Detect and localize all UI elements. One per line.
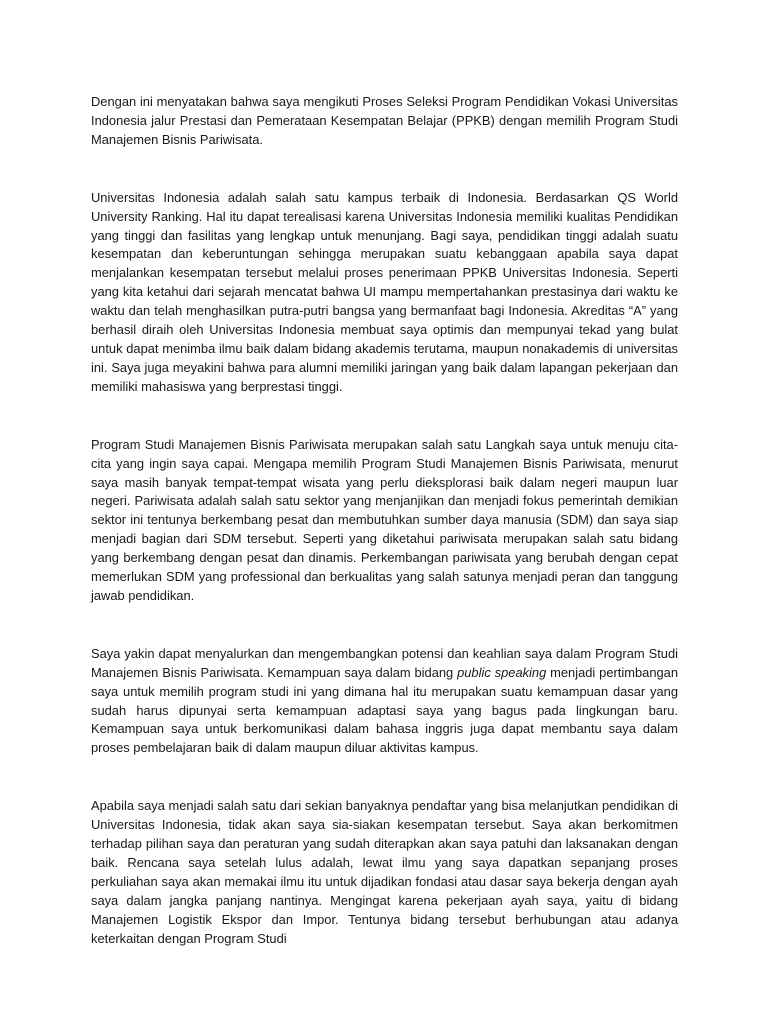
paragraph-komitmen: Apabila saya menjadi salah satu dari sekian banyaknya pendaftar yang bisa melanjutkan pendidikan di Universitas Indonesia, tidak akan saya sia-siakan kesempatan tersebut. Saya akan berkomitmen terhadap pilihan saya dan peraturan yang sudah diterapkan akan saya patuhi dan laksanakan dengan baik. Rencana saya setelah lulus adalah, lewat ilmu yang saya dapatkan sepanjang proses perkuliahan saya akan memakai ilmu itu untuk dijadikan fondasi atau dasar saya bekerja dengan ayah saya dalam jangka panjang nantinya. Mengingat karena pekerjaan ayah saya, yaitu di bidang Manajemen Logistik Ekspor dan Impor. Tentunya bidang tersebut berhubungan atau adanya keterkaitan dengan Program Studi bbox=[91, 798, 678, 946]
paragraph-gap bbox=[91, 150, 678, 189]
paragraph-gap bbox=[91, 397, 678, 436]
paragraph-universitas-indonesia: Universitas Indonesia adalah salah satu kampus terbaik di Indonesia. Berdasarkan QS World University Ranking. Hal itu dapat terealisasi karena Universitas Indonesia memiliki kualitas Pendidikan yang tinggi dan fasilitas yang lengkap untuk menunjang. Bagi saya, pendidikan tinggi adalah suatu kesempatan dan keberuntungan sehingga merupakan suatu kebanggaan apabila saya dapat menjalankan kesempatan tersebut melalui proses penerimaan PPKB Universitas Indonesia. Seperti yang kita ketahui dari sejarah mencatat bahwa UI mampu mempertahankan prestasinya dari waktu ke waktu dan telah menghasilkan putra-putri bangsa yang bermanfaat bagi Indonesia. Akreditas “A” yang berhasil diraih oleh Universitas Indonesia membuat saya optimis dan mempunyai tekad yang bulat untuk dapat menimba ilmu baik dalam bidang akademis terutama, maupun nonakademis di universitas ini. Saya juga meyakini bahwa para alumni memiliki jaringan yang baik dalam lapangan pekerjaan dan memiliki mahasiswa yang berprestasi tinggi. bbox=[91, 189, 678, 394]
paragraph-kemampuan-emphasis: public speaking bbox=[457, 664, 547, 680]
paragraph-kemampuan-text-end: menjadi pertimbangan saya untuk memilih program studi ini yang dimana hal itu merupakan suatu kemampuan dasar yang sudah harus dipunyai serta kemampuan adaptasi saya yang bagus pada lingkungan baru. Kemampuan saya untuk berkomunikasi dalam bahasa inggris juga dapat membantu saya dalam proses pembelajaran baik di dalam maupun diluar aktivitas kampus. bbox=[91, 664, 678, 756]
paragraph-kemampuan-text-start: Saya yakin dapat menyalurkan dan mengembangkan potensi dan keahlian saya dalam Program Studi Manajemen Bisnis Pariwisata. Kemampuan saya dalam bidang bbox=[91, 645, 678, 680]
document-page bbox=[91, 93, 678, 949]
paragraph-gap bbox=[91, 758, 678, 797]
paragraph-kemampuan bbox=[91, 645, 678, 758]
paragraph-gap bbox=[91, 606, 678, 645]
paragraph-intro: Dengan ini menyatakan bahwa saya mengikuti Proses Seleksi Program Pendidikan Vokasi Universitas Indonesia jalur Prestasi dan Pemerataan Kesempatan Belajar (PPKB) dengan memilih Program Studi Manajemen Bisnis Pariwisata. bbox=[91, 94, 678, 147]
paragraph-program-studi: Program Studi Manajemen Bisnis Pariwisata merupakan salah satu Langkah saya untuk menuju cita-cita yang ingin saya capai. Mengapa memilih Program Studi Manajemen Bisnis Pariwisata, menurut saya masih banyak tempat-tempat wisata yang perlu dieksplorasi baik dalam negeri maupun luar negeri. Pariwisata adalah salah satu sektor yang menjanjikan dan menjadi fokus pemerintah demikian sektor ini tentunya berkembang pesat dan membutuhkan sumber daya manusia (SDM) dan saya siap menjadi bagian dari SDM tersebut. Seperti yang diketahui pariwisata merupakan salah satu bidang yang berkembang dengan pesat dan dinamis. Perkembangan pariwisata yang berubah dengan cepat memerlukan SDM yang professional dan berkualitas yang salah satunya menjadi peran dan tanggung jawab pendidikan. bbox=[91, 436, 678, 603]
